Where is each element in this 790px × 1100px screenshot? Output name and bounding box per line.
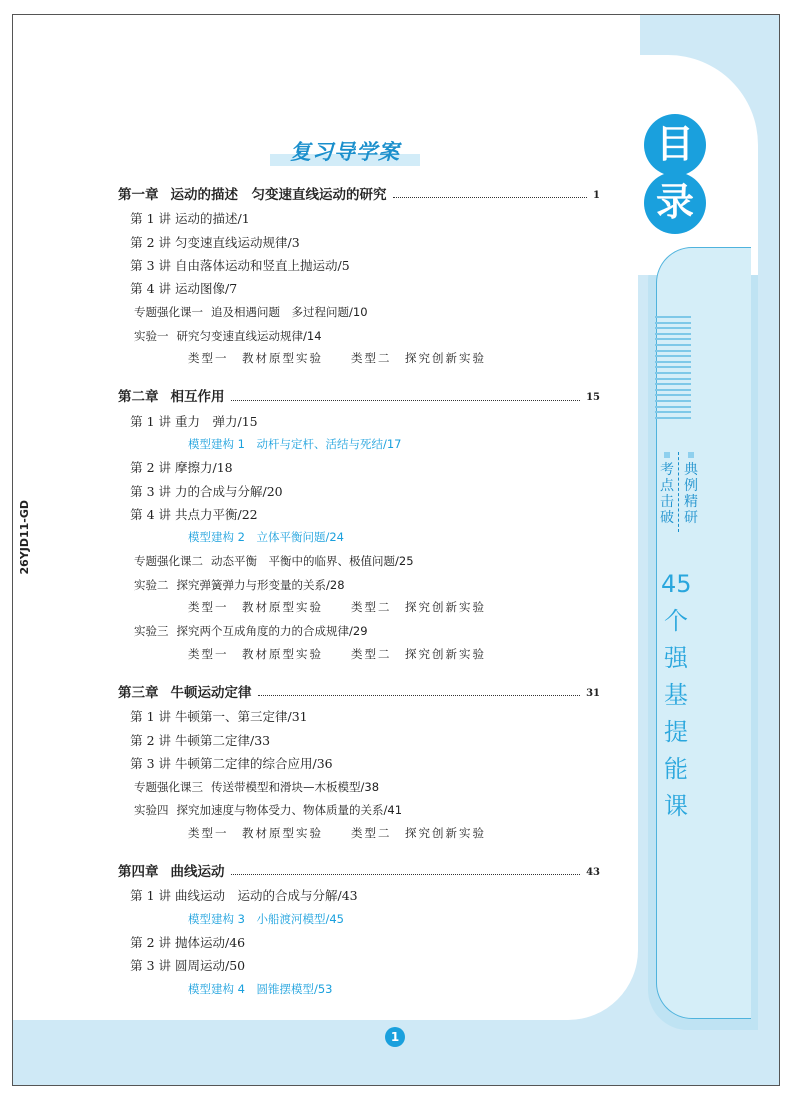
side-divider bbox=[678, 452, 679, 532]
toc-item-label: 专题强化课二 bbox=[134, 554, 203, 569]
toc-item bbox=[118, 277, 600, 300]
toc-item bbox=[118, 931, 600, 954]
types-row bbox=[118, 822, 600, 845]
toc-item-label: 第 2 讲 bbox=[130, 234, 171, 250]
toc-item bbox=[118, 573, 600, 596]
types-row bbox=[118, 643, 600, 666]
leader-dots bbox=[258, 695, 581, 696]
toc-item-text: 运动图像/7 bbox=[175, 281, 238, 297]
chapter-page: 43 bbox=[586, 867, 600, 879]
toc-item bbox=[118, 775, 600, 798]
chapter-title: 相互作用 bbox=[170, 389, 225, 406]
leader-dots bbox=[231, 874, 581, 875]
toc-item bbox=[118, 503, 600, 526]
book-code: 26YJD11-GD bbox=[18, 500, 31, 575]
toc-item-label: 第 3 讲 bbox=[130, 755, 171, 771]
chapter-label: 第三章 bbox=[118, 684, 159, 701]
toc-item-label: 实验三 bbox=[134, 624, 169, 639]
toc-item bbox=[118, 300, 600, 323]
toc-item-text: 传送带模型和滑块—木板模型/38 bbox=[211, 780, 380, 795]
toc-item-label: 第 3 讲 bbox=[130, 257, 171, 273]
toc-item-label: 第 4 讲 bbox=[130, 506, 171, 522]
title-box bbox=[270, 136, 420, 166]
toc-item bbox=[118, 954, 600, 977]
type-two: 类型二 探究创新实验 bbox=[351, 646, 486, 661]
toc-item-text: 牛顿第一、第三定律/31 bbox=[175, 709, 308, 725]
chapter-title: 曲线运动 bbox=[170, 864, 225, 881]
toc-item bbox=[118, 705, 600, 728]
chapter-heading bbox=[118, 682, 600, 705]
lu-circle-icon: 录 bbox=[644, 172, 706, 234]
toc-item-text: 匀变速直线运动规律/3 bbox=[175, 234, 300, 250]
toc-item-label: 实验二 bbox=[134, 577, 169, 592]
toc-item bbox=[118, 207, 600, 230]
chapter-gap bbox=[118, 845, 600, 861]
type-one: 类型一 教材原型实验 bbox=[188, 825, 323, 840]
toc-item-text: 探究两个互成角度的力的合成规律/29 bbox=[176, 624, 368, 639]
model-item: 模型建构 3 小船渡河模型/45 bbox=[188, 911, 344, 926]
leader-dots bbox=[393, 197, 588, 198]
toc-item bbox=[118, 480, 600, 503]
toc-item-text: 运动的描述/1 bbox=[175, 211, 250, 227]
page-number: 1 bbox=[385, 1027, 405, 1047]
side-column-left-text: 考点击破 bbox=[660, 462, 674, 526]
types-row bbox=[118, 596, 600, 619]
toc-item-label: 第 2 讲 bbox=[130, 460, 171, 476]
chapter-title: 运动的描述 匀变速直线运动的研究 bbox=[170, 187, 387, 203]
toc-item-text: 圆周运动/50 bbox=[175, 958, 246, 974]
toc-item-label: 专题强化课三 bbox=[134, 780, 203, 795]
chapter-label: 第四章 bbox=[118, 864, 159, 881]
toc-item bbox=[118, 231, 600, 254]
toc-item-text: 力的合成与分解/20 bbox=[175, 483, 283, 499]
toc-item-label: 第 4 讲 bbox=[130, 281, 171, 297]
chapter-page: 31 bbox=[586, 687, 600, 699]
types-row bbox=[118, 347, 600, 370]
type-one: 类型一 教材原型实验 bbox=[188, 600, 323, 615]
toc-item-label: 第 1 讲 bbox=[130, 211, 171, 227]
model-item: 模型建构 4 圆锥摆模型/53 bbox=[188, 981, 333, 996]
toc-item-text: 探究弹簧弹力与形变量的关系/28 bbox=[176, 577, 345, 592]
toc-item-label: 第 2 讲 bbox=[130, 934, 171, 950]
toc-item bbox=[118, 410, 600, 433]
chapter-page: 1 bbox=[593, 190, 600, 201]
toc-item-text: 曲线运动 运动的合成与分解/43 bbox=[175, 888, 358, 904]
type-two: 类型二 探究创新实验 bbox=[351, 600, 486, 615]
toc-item-text: 牛顿第二定律的综合应用/36 bbox=[175, 755, 333, 771]
model-item: 模型建构 1 动杆与定杆、活结与死结/17 bbox=[188, 436, 402, 451]
mu-circle-icon: 目 bbox=[644, 114, 706, 176]
chapter-label: 第一章 bbox=[118, 187, 159, 203]
chapter-gap bbox=[118, 666, 600, 682]
toc-item bbox=[118, 729, 600, 752]
leader-dots bbox=[231, 400, 581, 401]
toc-item-text: 自由落体运动和竖直上抛运动/5 bbox=[175, 257, 350, 273]
side-column-right-text: 典例精研 bbox=[684, 462, 698, 526]
toc-item-text: 探究加速度与物体受力、物体质量的关系/41 bbox=[176, 803, 403, 818]
toc-item-text: 重力 弹力/15 bbox=[175, 413, 258, 429]
toc-item-text: 动态平衡 平衡中的临界、极值问题/25 bbox=[211, 554, 414, 569]
toc-item-label: 第 1 讲 bbox=[130, 413, 171, 429]
toc-item bbox=[118, 884, 600, 907]
toc-item-text: 摩擦力/18 bbox=[175, 460, 233, 476]
chapter-heading bbox=[118, 386, 600, 409]
toc-item-label: 第 3 讲 bbox=[130, 958, 171, 974]
toc-item bbox=[118, 254, 600, 277]
side-big-vertical: 45个强基提能课 bbox=[661, 570, 692, 820]
toc-item bbox=[118, 456, 600, 479]
type-two: 类型二 探究创新实验 bbox=[351, 825, 486, 840]
toc-item-label: 专题强化课一 bbox=[134, 305, 203, 320]
type-one: 类型一 教材原型实验 bbox=[188, 351, 323, 366]
toc-item-text: 追及相遇问题 多过程问题/10 bbox=[211, 305, 368, 320]
toc-item-label: 第 1 讲 bbox=[130, 888, 171, 904]
chapter-label: 第二章 bbox=[118, 389, 159, 406]
chapter-gap bbox=[118, 370, 600, 386]
type-two: 类型二 探究创新实验 bbox=[351, 351, 486, 366]
stripes-decoration bbox=[655, 316, 691, 422]
toc-item bbox=[118, 752, 600, 775]
toc-item-text: 研究匀变速直线运动规律/14 bbox=[176, 328, 322, 343]
toc-item-label: 实验四 bbox=[134, 803, 169, 818]
toc-item bbox=[118, 798, 600, 821]
chapter-page: 15 bbox=[586, 392, 600, 404]
page-title: 复习导学案 bbox=[290, 140, 400, 164]
toc-item-label: 第 2 讲 bbox=[130, 732, 171, 748]
chapter-heading bbox=[118, 184, 600, 207]
toc-item-label: 第 1 讲 bbox=[130, 709, 171, 725]
toc-item bbox=[118, 619, 600, 642]
type-one: 类型一 教材原型实验 bbox=[188, 646, 323, 661]
toc-item bbox=[118, 549, 600, 572]
toc-item-label: 第 3 讲 bbox=[130, 483, 171, 499]
side-column-left bbox=[658, 452, 676, 526]
toc-item-text: 牛顿第二定律/33 bbox=[175, 732, 271, 748]
side-column-right bbox=[682, 452, 700, 526]
chapter-title: 牛顿运动定律 bbox=[170, 684, 252, 701]
toc-item-text: 抛体运动/46 bbox=[175, 934, 246, 950]
chapter-heading bbox=[118, 861, 600, 884]
toc-item-label: 实验一 bbox=[134, 328, 169, 343]
toc-item bbox=[118, 324, 600, 347]
table-of-contents bbox=[118, 184, 600, 1001]
model-item: 模型建构 2 立体平衡问题/24 bbox=[188, 530, 344, 545]
toc-item-text: 共点力平衡/22 bbox=[175, 506, 258, 522]
